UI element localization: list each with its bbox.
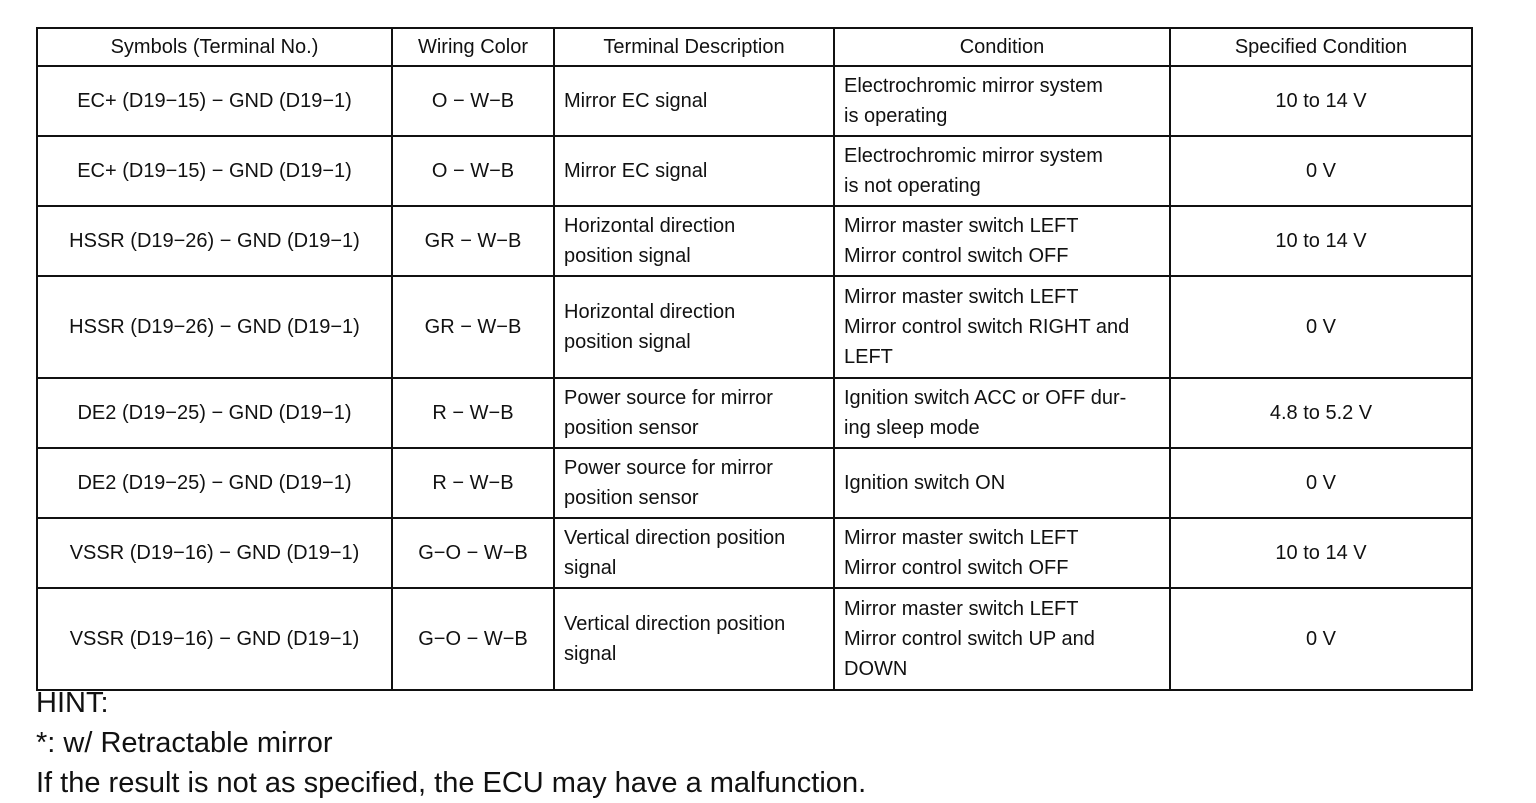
description-line: position sensor — [564, 487, 699, 509]
condition-line: DOWN — [844, 658, 908, 680]
table-row — [37, 518, 1472, 588]
header-condition: Condition — [834, 28, 1170, 66]
wiring-color-cell: R − W−B — [392, 448, 554, 518]
condition-line: Mirror master switch LEFT — [844, 215, 1079, 237]
condition-cell — [834, 206, 1170, 276]
description-line: Vertical direction position — [564, 527, 786, 549]
table-row — [37, 136, 1472, 206]
condition-cell — [834, 276, 1170, 378]
condition-line: Mirror master switch LEFT — [844, 598, 1079, 620]
specified-condition-cell: 0 V — [1170, 588, 1472, 690]
wiring-color-cell: R − W−B — [392, 378, 554, 448]
specified-condition-cell: 0 V — [1170, 136, 1472, 206]
condition-line: Mirror control switch OFF — [844, 245, 1069, 267]
hint-title: HINT: — [36, 687, 109, 719]
table-row — [37, 378, 1472, 448]
condition-line: Mirror master switch LEFT — [844, 286, 1079, 308]
symbols-cell: EC+ (D19−15) − GND (D19−1) — [37, 66, 392, 136]
description-line: Mirror EC signal — [564, 160, 708, 182]
hint-section — [36, 683, 866, 803]
specified-condition-cell: 10 to 14 V — [1170, 518, 1472, 588]
description-line: signal — [564, 643, 617, 665]
condition-cell — [834, 518, 1170, 588]
header-symbols: Symbols (Terminal No.) — [37, 28, 392, 66]
wiring-color-cell: O − W−B — [392, 136, 554, 206]
symbols-cell: DE2 (D19−25) − GND (D19−1) — [37, 448, 392, 518]
table-header-row — [37, 28, 1472, 66]
description-line: position signal — [564, 245, 691, 267]
table-row — [37, 588, 1472, 690]
condition-line: is not operating — [844, 175, 981, 197]
condition-cell — [834, 448, 1170, 518]
symbols-cell: DE2 (D19−25) − GND (D19−1) — [37, 378, 392, 448]
condition-line: Mirror control switch OFF — [844, 557, 1069, 579]
header-wiring-color: Wiring Color — [392, 28, 554, 66]
wiring-color-cell: GR − W−B — [392, 206, 554, 276]
condition-line: Electrochromic mirror system — [844, 75, 1103, 97]
condition-line: Electrochromic mirror system — [844, 145, 1103, 167]
specified-condition-cell: 0 V — [1170, 448, 1472, 518]
table-row — [37, 448, 1472, 518]
condition-line: LEFT — [844, 346, 893, 368]
specified-condition-cell: 10 to 14 V — [1170, 206, 1472, 276]
condition-cell — [834, 136, 1170, 206]
condition-line: is operating — [844, 105, 948, 127]
condition-line: Ignition switch ON — [844, 472, 1006, 494]
condition-line: Ignition switch ACC or OFF dur- — [844, 387, 1127, 409]
wiring-color-cell: G−O − W−B — [392, 518, 554, 588]
hint-text: If the result is not as specified, the ECU may have a malfunction. — [36, 767, 867, 799]
symbols-cell: HSSR (D19−26) − GND (D19−1) — [37, 206, 392, 276]
description-line: position signal — [564, 331, 691, 353]
description-line: Horizontal direction — [564, 301, 736, 323]
condition-cell — [834, 378, 1170, 448]
table-row — [37, 206, 1472, 276]
condition-line: ing sleep mode — [844, 417, 980, 439]
header-terminal-description: Terminal Description — [554, 28, 834, 66]
description-cell — [554, 136, 834, 206]
wiring-color-cell: GR − W−B — [392, 276, 554, 378]
description-line: position sensor — [564, 417, 699, 439]
description-cell — [554, 588, 834, 690]
specified-condition-cell: 10 to 14 V — [1170, 66, 1472, 136]
specified-condition-cell: 4.8 to 5.2 V — [1170, 378, 1472, 448]
condition-line: Mirror control switch UP and — [844, 628, 1095, 650]
symbols-cell: HSSR (D19−26) − GND (D19−1) — [37, 276, 392, 378]
symbols-cell: VSSR (D19−16) − GND (D19−1) — [37, 588, 392, 690]
hint-note: *: w/ Retractable mirror — [36, 727, 333, 759]
condition-cell — [834, 588, 1170, 690]
description-cell — [554, 518, 834, 588]
table-row — [37, 66, 1472, 136]
wiring-color-cell: O − W−B — [392, 66, 554, 136]
condition-line: Mirror control switch RIGHT and — [844, 316, 1130, 338]
symbols-cell: EC+ (D19−15) − GND (D19−1) — [37, 136, 392, 206]
description-cell — [554, 448, 834, 518]
description-cell — [554, 276, 834, 378]
description-line: signal — [564, 557, 617, 579]
description-line: Horizontal direction — [564, 215, 736, 237]
description-cell — [554, 378, 834, 448]
description-cell — [554, 66, 834, 136]
description-line: Mirror EC signal — [564, 90, 708, 112]
header-specified-condition: Specified Condition — [1170, 28, 1472, 66]
condition-line: Mirror master switch LEFT — [844, 527, 1079, 549]
description-line: Power source for mirror — [564, 457, 773, 479]
specified-condition-cell: 0 V — [1170, 276, 1472, 378]
symbols-cell: VSSR (D19−16) − GND (D19−1) — [37, 518, 392, 588]
table-row — [37, 276, 1472, 378]
description-cell — [554, 206, 834, 276]
terminal-spec-table — [36, 27, 1473, 691]
condition-cell — [834, 66, 1170, 136]
description-line: Vertical direction position — [564, 613, 786, 635]
wiring-color-cell: G−O − W−B — [392, 588, 554, 690]
description-line: Power source for mirror — [564, 387, 773, 409]
